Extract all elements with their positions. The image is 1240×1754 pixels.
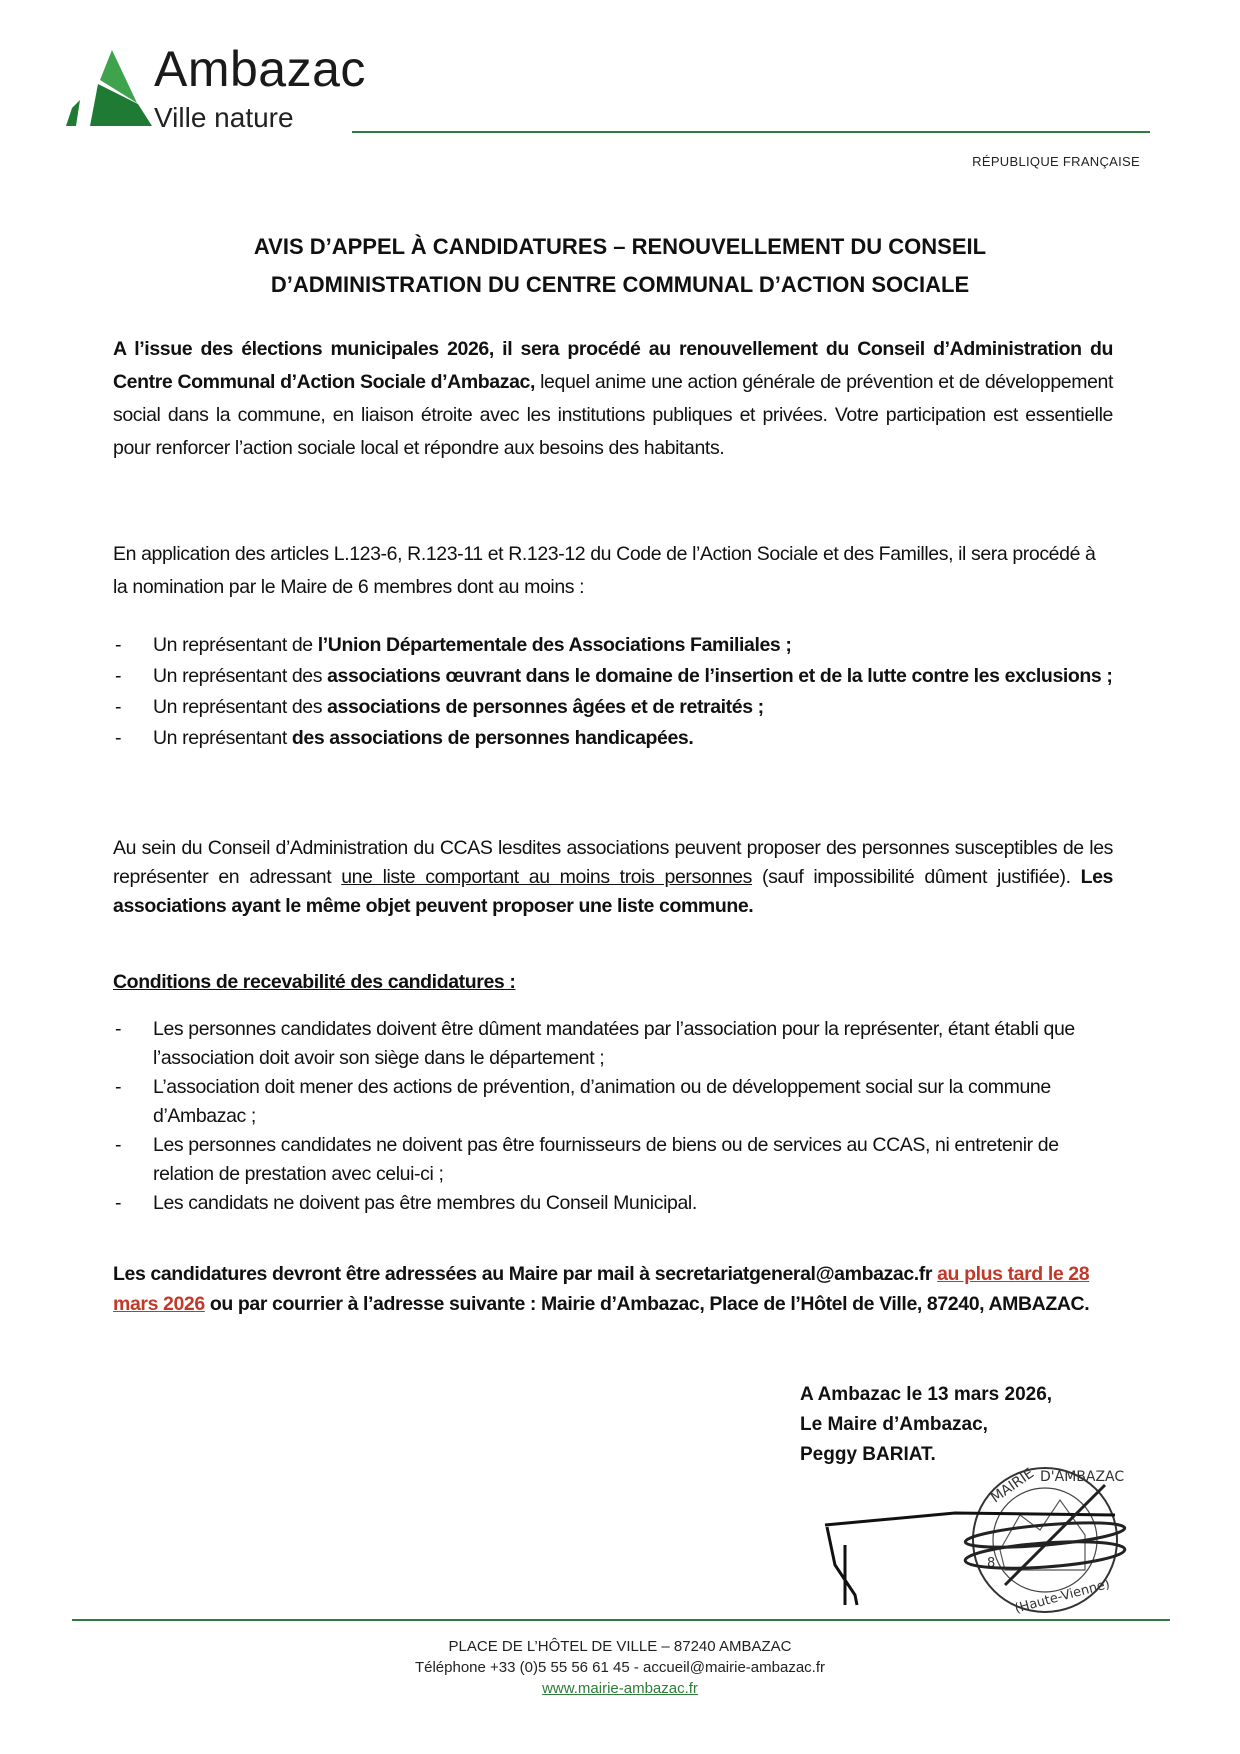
intro-bold: A l’issue des élections municipales 2026, il sera procédé au renouvellement du Conseil d’Administration du Centre Communal d’Action Sociale d’Ambazac, xyxy=(113,338,1113,393)
footer xyxy=(0,1636,1240,1699)
list-item: - Les candidats ne doivent pas être membres du Conseil Municipal. xyxy=(113,1189,1113,1218)
official-stamp-icon xyxy=(815,1455,1145,1620)
list-item: - Les personnes candidates doivent être dûment mandatées par l’association pour la représenter, étant établi que l’association doit avoir son siège dans le département ; xyxy=(113,1015,1113,1073)
list-item: - L’association doit mener des actions de prévention, d’animation ou de développement social sur la commune d’Ambazac ; xyxy=(113,1073,1113,1131)
svg-text:D'AMBAZAC: D'AMBAZAC xyxy=(1040,1469,1125,1485)
svg-text:(Haute-Vienne): (Haute-Vienne) xyxy=(1013,1576,1112,1617)
deadline: au plus tard le 28 mars 2026 xyxy=(113,1263,1090,1315)
title-line-2: D’ADMINISTRATION DU CENTRE COMMUNAL D’ACTION SOCIALE xyxy=(270,272,970,297)
three-persons-requirement: une liste comportant au moins trois personnes xyxy=(341,866,752,888)
list-item: - Un représentant des associations de personnes âgées et de retraités ; xyxy=(113,693,1113,721)
place-date: A Ambazac le 13 mars 2026, xyxy=(800,1384,1053,1405)
footer-contact: Téléphone +33 (0)5 55 56 61 45 - accueil@mairie-ambazac.fr xyxy=(414,1659,826,1676)
application-paragraph xyxy=(113,538,1113,604)
members-list xyxy=(113,631,1113,752)
title-line-1: AVIS D’APPEL À CANDIDATURES – RENOUVELLEMENT DU CONSEIL xyxy=(253,234,987,259)
list-item: - Les personnes candidates ne doivent pas être fournisseurs de biens ou de services au CCAS, ni entretenir de relation de prestation avec celui-ci ; xyxy=(113,1131,1113,1189)
list-item: - Un représentant des associations de personnes handicapées. xyxy=(113,724,1113,752)
intro-rest: lequel anime une action générale de prévention et de développement social dans la commune, en liaison étroite avec les institutions publiques et privées. Votre participation est essentielle pour renforcer l’action sociale local et répondre aux besoins des habitants. xyxy=(113,371,1113,459)
application-text: En application des articles L.123-6, R.123-11 et R.123-12 du Code de l’Action Sociale et des Familles, il sera procédé à la nomination par le Maire de 6 membres dont au moins : xyxy=(113,543,1096,598)
conditions-heading: Conditions de recevabilité des candidatures : xyxy=(113,971,516,993)
email-link[interactable]: secretariatgeneral@ambazac.fr xyxy=(654,1263,933,1285)
logo-subtitle: Ville nature xyxy=(154,102,294,133)
mayor-name: Peggy BARIAT. xyxy=(800,1444,936,1465)
republique-francaise-label: RÉPUBLIQUE FRANÇAISE xyxy=(972,154,1140,169)
page-title xyxy=(120,228,1120,304)
list-item: - Un représentant de l’Union Départementale des Associations Familiales ; xyxy=(113,631,1113,659)
footer-divider xyxy=(72,1619,1170,1621)
logo-title: Ambazac xyxy=(154,41,366,97)
intro-paragraph xyxy=(113,333,1113,465)
svg-text:8: 8 xyxy=(987,1556,996,1571)
website-link[interactable]: www.mairie-ambazac.fr xyxy=(542,1680,698,1697)
mayor-role: Le Maire d’Ambazac, xyxy=(800,1414,988,1435)
svg-text:MAIRIE: MAIRIE xyxy=(988,1465,1038,1507)
associations-paragraph: Au sein du Conseil d’Administration du CCAS lesdites associations peuvent proposer des personnes susceptibles de les représenter en adressant une liste comportant au moins trois personnes (sauf impossibilité dûment justifiée). Les associations ayant le même objet peuvent proposer une liste commune. xyxy=(113,837,1113,917)
footer-address: PLACE DE L’HÔTEL DE VILLE – 87240 AMBAZAC xyxy=(448,1638,792,1655)
mountain-logo-icon xyxy=(62,48,152,128)
list-item: - Un représentant des associations œuvrant dans le domaine de l’insertion et de la lutte contre les exclusions ; xyxy=(113,662,1113,690)
submission-paragraph: Les candidatures devront être adressées au Maire par mail à secretariatgeneral@ambazac.fr au plus tard le 28 mars 2026 ou par courrier à l’adresse suivante : Mairie d’Ambazac, Place de l’Hôtel de Ville, 87240, AMBAZAC. xyxy=(113,1263,1090,1315)
conditions-list xyxy=(113,1015,1113,1218)
header-divider xyxy=(352,131,1150,133)
